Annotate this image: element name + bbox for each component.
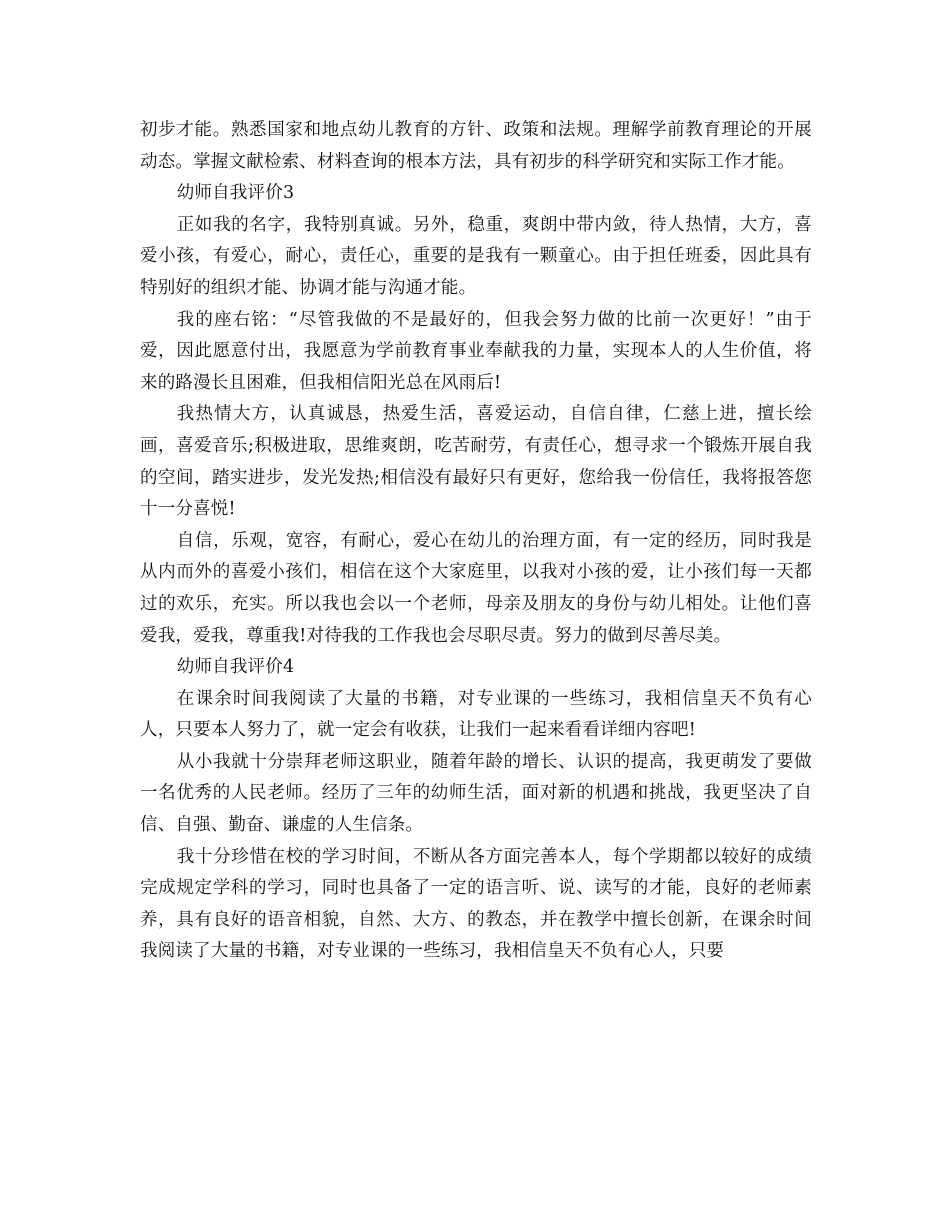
paragraph-3: 正如我的名字，我特别真诚。另外，稳重，爽朗中带内敛，待人热情，大方，喜爱小孩，有爱心，耐心，责任心，重要的是我有一颗童心。由于担任班委，因此具有特别好的组织才能、协调才能与沟通才能。 <box>140 214 812 298</box>
section-heading-4: 幼师自我评价4 <box>176 657 295 678</box>
paragraph-5: 我热情大方，认真诚恳，热爱生活，喜爱运动，自信自律，仁慈上进，擅长绘画，喜爱音乐;积极进取，思维爽朗，吃苦耐劳，有责任心，想寻求一个锻炼开展自我的空间，踏实进步，发光发热;相信没有最好只有更好，您给我一份信任，我将报答您十一分喜悦! <box>140 404 812 520</box>
paragraph-8: 在课余时间我阅读了大量的书籍，对专业课的一些练习，我相信皇天不负有心人，只要本人努力了，就一定会有收获，让我们一起来看看详细内容吧! <box>140 688 812 741</box>
paragraph-4: 我的座右铭：“尽管我做的不是最好的，但我会努力做的比前一次更好！”由于爱，因此愿意付出，我愿意为学前教育事业奉献我的力量，实现本人的人生价值，将来的路漫长且困难，但我相信阳光总在风雨后! <box>140 309 812 393</box>
paragraph-9: 从小我就十分崇拜老师这职业，随着年龄的增长、认识的提高，我更萌发了要做一名优秀的人民老师。经历了三年的幼师生活，面对新的机遇和挑战，我更坚决了自信、自强、勤奋、谦虚的人生信条。 <box>140 751 812 836</box>
paragraph-10: 我十分珍惜在校的学习时间，不断从各方面完善本人，每个学期都以较好的成绩完成规定学科的学习，同时也具备了一定的语言听、说、读写的才能，良好的老师素养，具有良好的语音相貌，自然、大方、的教态，并在教学中擅长创新，在课余时间我阅读了大量的书籍，对专业课的一些练习，我相信皇天不负有心人，只要 <box>140 846 812 962</box>
document-body <box>140 115 812 968</box>
paragraph-1: 初步才能。熟悉国家和地点幼儿教育的方针、政策和法规。理解学前教育理论的开展动态。掌握文献检索、材料查询的根本方法，具有初步的科学研究和实际工作才能。 <box>140 120 812 172</box>
section-heading-3: 幼师自我评价3 <box>176 183 295 204</box>
paragraph-6: 自信，乐观，宽容，有耐心，爱心在幼儿的治理方面，有一定的经历，同时我是从内而外的喜爱小孩们，相信在这个大家庭里，以我对小孩的爱，让小孩们每一天都过的欢乐，充实。所以我也会以一个老师，母亲及朋友的身份与幼儿相处。让他们喜爱我，爱我，尊重我!对待我的工作我也会尽职尽责。努力的做到尽善尽美。 <box>140 530 812 646</box>
